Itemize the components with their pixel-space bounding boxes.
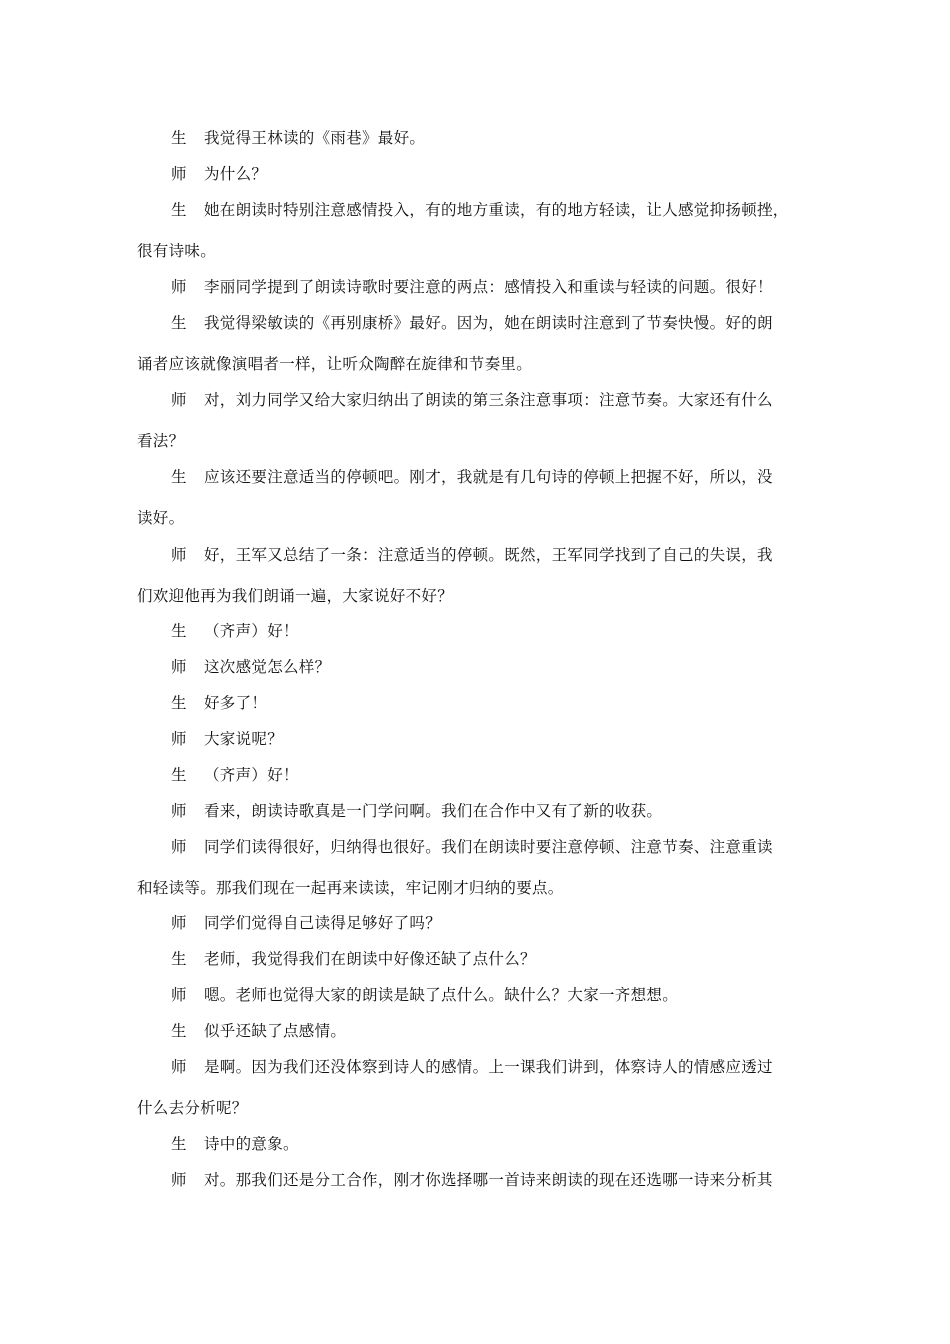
speaker-label: 师 (171, 838, 187, 856)
speaker-label: 师 (171, 391, 187, 409)
speaker-label: 师 (171, 1058, 187, 1076)
dialogue-paragraph (137, 1021, 817, 1041)
speaker-label: 生 (171, 766, 187, 784)
utterance-text: 读好。 (137, 509, 185, 527)
utterance-text: 们欢迎他再为我们朗诵一遍，大家说好不好？ (137, 587, 454, 605)
paragraph-line (137, 913, 817, 933)
utterance-text: 李丽同学提到了朗读诗歌时要注意的两点：感情投入和重读与轻读的问题。很好！ (204, 278, 773, 296)
paragraph-line (137, 586, 817, 606)
paragraph-line (137, 313, 817, 333)
dialogue-paragraph (137, 128, 817, 148)
utterance-text: 我觉得梁敏读的《再别康桥》最好。因为，她在朗读时注意到了节奏快慢。好的朗 (204, 314, 773, 332)
paragraph-line (137, 277, 817, 297)
utterance-text: 看法？ (137, 432, 185, 450)
paragraph-line (137, 693, 817, 713)
paragraph-line (137, 467, 817, 487)
dialogue-paragraph (137, 913, 817, 933)
utterance-text: 很有诗味。 (137, 242, 217, 260)
utterance-text: 是啊。因为我们还没体察到诗人的感情。上一课我们讲到，体察诗人的情感应透过 (204, 1058, 773, 1076)
paragraph-line (137, 1057, 817, 1077)
paragraph-line (137, 241, 817, 261)
speaker-label: 生 (171, 201, 187, 219)
paragraph-line (137, 621, 817, 641)
dialogue-paragraph (137, 1134, 817, 1154)
dialogue-paragraph (137, 390, 817, 451)
utterance-text: 她在朗读时特别注意感情投入，有的地方重读，有的地方轻读，让人感觉抑扬顿挫， (204, 201, 789, 219)
speaker-label: 生 (171, 694, 187, 712)
utterance-text: 嗯。老师也觉得大家的朗读是缺了点什么。缺什么？大家一齐想想。 (204, 986, 679, 1004)
utterance-text: 同学们读得很好，归纳得也很好。我们在朗读时要注意停顿、注意节奏、注意重读 (204, 838, 773, 856)
paragraph-line (137, 1098, 817, 1118)
dialogue-paragraph (137, 1170, 817, 1190)
speaker-label: 师 (171, 658, 187, 676)
dialogue-paragraph (137, 164, 817, 184)
utterance-text: 为什么？ (204, 165, 268, 183)
paragraph-line (137, 657, 817, 677)
dialogue-paragraph (137, 545, 817, 606)
paragraph-line (137, 545, 817, 565)
utterance-text: 诗中的意象。 (204, 1135, 299, 1153)
utterance-text: 我觉得王林读的《雨巷》最好。 (204, 129, 426, 147)
paragraph-line (137, 949, 817, 969)
speaker-label: 生 (171, 1022, 187, 1040)
speaker-label: 生 (171, 314, 187, 332)
dialogue-paragraph (137, 985, 817, 1005)
speaker-label: 生 (171, 622, 187, 640)
dialogue-paragraph (137, 1057, 817, 1118)
paragraph-line (137, 164, 817, 184)
utterance-text: 似乎还缺了点感情。 (204, 1022, 347, 1040)
dialogue-paragraph (137, 200, 817, 261)
paragraph-line (137, 765, 817, 785)
paragraph-line (137, 431, 817, 451)
dialogue-paragraph (137, 277, 817, 297)
speaker-label: 师 (171, 986, 187, 1004)
dialogue-paragraph (137, 657, 817, 677)
utterance-text: 对。那我们还是分工合作，刚才你选择哪一首诗来朗读的现在还选哪一诗来分析其 (204, 1171, 773, 1189)
speaker-label: 师 (171, 730, 187, 748)
speaker-label: 师 (171, 278, 187, 296)
speaker-label: 师 (171, 914, 187, 932)
utterance-text: 同学们觉得自己读得足够好了吗？ (204, 914, 442, 932)
utterance-text: 好，王军又总结了一条：注意适当的停顿。既然，王军同学找到了自己的失误，我 (204, 546, 773, 564)
utterance-text: 这次感觉怎么样？ (204, 658, 331, 676)
utterance-text: 什么去分析呢？ (137, 1099, 248, 1117)
dialogue-paragraph (137, 949, 817, 969)
dialogue-paragraph (137, 765, 817, 785)
utterance-text: 和轻读等。那我们现在一起再来读读，牢记刚才归纳的要点。 (137, 879, 564, 897)
speaker-label: 生 (171, 468, 187, 486)
speaker-label: 师 (171, 165, 187, 183)
paragraph-line (137, 878, 817, 898)
paragraph-line (137, 128, 817, 148)
paragraph-line (137, 1021, 817, 1041)
speaker-label: 师 (171, 1171, 187, 1189)
dialogue-paragraph (137, 801, 817, 821)
paragraph-line (137, 729, 817, 749)
paragraph-line (137, 508, 817, 528)
paragraph-line (137, 390, 817, 410)
paragraph-line (137, 985, 817, 1005)
utterance-text: 看来，朗读诗歌真是一门学问啊。我们在合作中又有了新的收获。 (204, 802, 663, 820)
dialogue-paragraph (137, 693, 817, 713)
dialogue-paragraph (137, 467, 817, 528)
speaker-label: 师 (171, 546, 187, 564)
utterance-text: （齐声）好！ (204, 766, 299, 784)
dialogue-paragraph (137, 313, 817, 374)
paragraph-line (137, 354, 817, 374)
utterance-text: 对，刘力同学又给大家归纳出了朗读的第三条注意事项：注意节奏。大家还有什么 (204, 391, 773, 409)
paragraph-line (137, 1134, 817, 1154)
utterance-text: 好多了！ (204, 694, 268, 712)
speaker-label: 生 (171, 129, 187, 147)
paragraph-line (137, 837, 817, 857)
paragraph-line (137, 200, 817, 220)
dialogue-paragraph (137, 837, 817, 898)
utterance-text: 诵者应该就像演唱者一样，让听众陶醉在旋律和节奏里。 (137, 355, 533, 373)
speaker-label: 生 (171, 950, 187, 968)
paragraph-line (137, 801, 817, 821)
utterance-text: 应该还要注意适当的停顿吧。刚才，我就是有几句诗的停顿上把握不好，所以，没 (204, 468, 773, 486)
dialogue-paragraph (137, 621, 817, 641)
speaker-label: 师 (171, 802, 187, 820)
utterance-text: 大家说呢？ (204, 730, 284, 748)
utterance-text: （齐声）好！ (204, 622, 299, 640)
paragraph-line (137, 1170, 817, 1190)
utterance-text: 老师，我觉得我们在朗读中好像还缺了点什么？ (204, 950, 536, 968)
dialogue-paragraph (137, 729, 817, 749)
speaker-label: 生 (171, 1135, 187, 1153)
